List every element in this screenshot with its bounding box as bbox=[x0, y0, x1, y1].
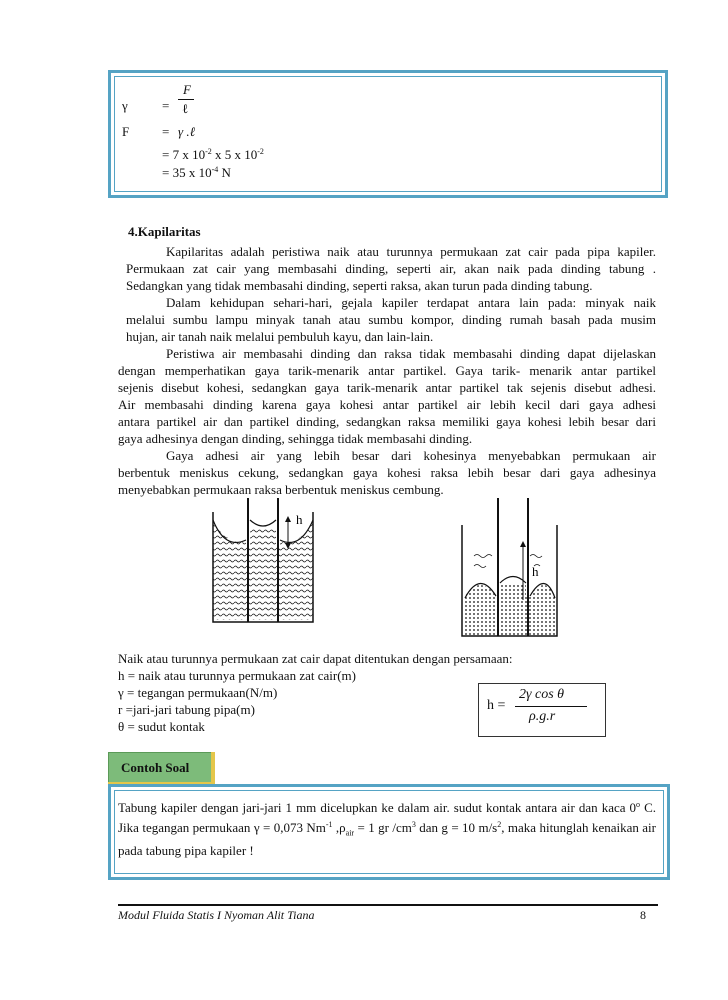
paragraph-3-line-2: dengan memperhatikan gaya tarik-menarik antar partikel. Gaya tarik- menarik antar partikel bbox=[118, 363, 656, 378]
definition-r: r =jari-jari tabung pipa(m) bbox=[118, 702, 255, 717]
section-title: 4.Kapilaritas bbox=[128, 224, 201, 239]
calc-line-1: = 7 x $10^{-2}$ x 5 x $10^{-2}$ bbox=[162, 147, 264, 162]
formula-lhs: h = bbox=[487, 698, 506, 713]
example-tab-label: Contoh Soal bbox=[121, 760, 190, 775]
equals-sign: = bbox=[162, 98, 170, 113]
formula-denominator: ρ.g.r bbox=[529, 709, 556, 724]
paragraph-2-line-2: melalui sumbu lampu minyak tanah atau sumbu kompor, dinding rumah basah pada musim bbox=[126, 312, 656, 327]
page-number: 8 bbox=[640, 908, 646, 922]
definition-intro: Naik atau turunnya permukaan zat cair dapat ditentukan dengan persamaan: bbox=[118, 651, 513, 666]
force-rhs: γ .ℓ bbox=[178, 124, 196, 139]
paragraph-4-line-2: berbentuk meniskus cekung, sedangkan gaya kohesi raksa lebih besar dari gaya adhesinya bbox=[118, 465, 656, 480]
paragraph-4-line-3: menyebabkan permukaan raksa berbentuk meniskus cembung. bbox=[118, 482, 444, 497]
example-tab bbox=[108, 752, 212, 784]
equals-sign-2: = bbox=[162, 124, 170, 139]
paragraph-3-line-1: Peristiwa air membasahi dinding dan raksa tidak membasahi dinding dapat dijelaskan bbox=[166, 346, 656, 361]
footer-rule bbox=[118, 904, 658, 906]
definition-h: h = naik atau turunnya permukaan zat cair(m) bbox=[118, 668, 356, 683]
paragraph-2-line-3: hujan, air tanah naik melalui pembuluh kayu, dan lain-lain. bbox=[126, 329, 434, 344]
paragraph-3-line-6: gaya adhesinya dengan dinding, sehingga tidak membasahi dinding. bbox=[118, 431, 473, 446]
force-symbol: F bbox=[122, 124, 130, 139]
fraction-numerator: F bbox=[183, 82, 191, 97]
formula-fraction-bar bbox=[515, 706, 587, 707]
paragraph-3-line-5: antara partikel air dan partikel dinding, sedangkan raksa memiliki gaya kohesi lebih besar dari bbox=[118, 414, 656, 429]
capillary-formula-box bbox=[478, 683, 606, 737]
definition-theta: θ = sudut kontak bbox=[118, 719, 205, 734]
mercury-beaker bbox=[462, 498, 557, 636]
paragraph-4-line-1: Gaya adhesi air yang lebih besar dari kohesinya menyebabkan permukaan air bbox=[166, 448, 656, 463]
paragraph-1-line-3: Sedangkan yang tidak membasahi dinding, seperti raksa, akan turun pada dinding tabung. bbox=[126, 278, 593, 293]
paragraph-1-line-2: Permukaan zat cair yang membasahi dinding, seperti air, akan naik pada dinding tabung . bbox=[126, 261, 656, 276]
paragraph-3-line-3: sejenis disebut kohesi, sedangkan gaya tarik-menarik antar partikel tak sejenis disebut adhesi. bbox=[118, 380, 656, 395]
mercury-height-label: h bbox=[532, 564, 539, 579]
calc-line-2: = 35 x $10^{-4}$ N bbox=[162, 165, 231, 180]
definition-gamma: γ = tegangan permukaan(N/m) bbox=[118, 685, 278, 700]
paragraph-1-line-1: Kapilaritas adalah peristiwa naik atau turunnya permukaan zat cair pada pipa kapiler. bbox=[166, 244, 656, 259]
paragraph-2-line-1: Dalam kehidupan sehari-hari, gejala kapiler terdapat antara lain pada: minyak naik bbox=[166, 295, 656, 310]
example-question: Tabung kapiler dengan jari-jari 1 mm dicelupkan ke dalam air. sudut kontak antara air dan kaca 0$^o$ C. Jika tegangan permukaan γ = 0,073 $Nm^{-1}$ $,\rho_{air} = 1$ gr $/cm^3$ dan g = 10 $m/s^2$, maka hitunglah kenaikan air pada tabung pipa kapiler ! bbox=[118, 800, 656, 858]
gamma-symbol: γ bbox=[122, 98, 128, 113]
example-tab-accent-side bbox=[211, 752, 215, 782]
paragraph-3-line-4: Air membasahi dinding karena gaya kohesi antar partikel air lebih kecil dari gaya adhesi bbox=[118, 397, 656, 412]
footer-title: Modul Fluida Statis I Nyoman Alit Tiana bbox=[118, 908, 315, 922]
formula-numerator: 2γ cos θ bbox=[519, 687, 565, 702]
fraction-denominator: ℓ bbox=[182, 101, 189, 116]
water-height-label: h bbox=[296, 512, 303, 527]
